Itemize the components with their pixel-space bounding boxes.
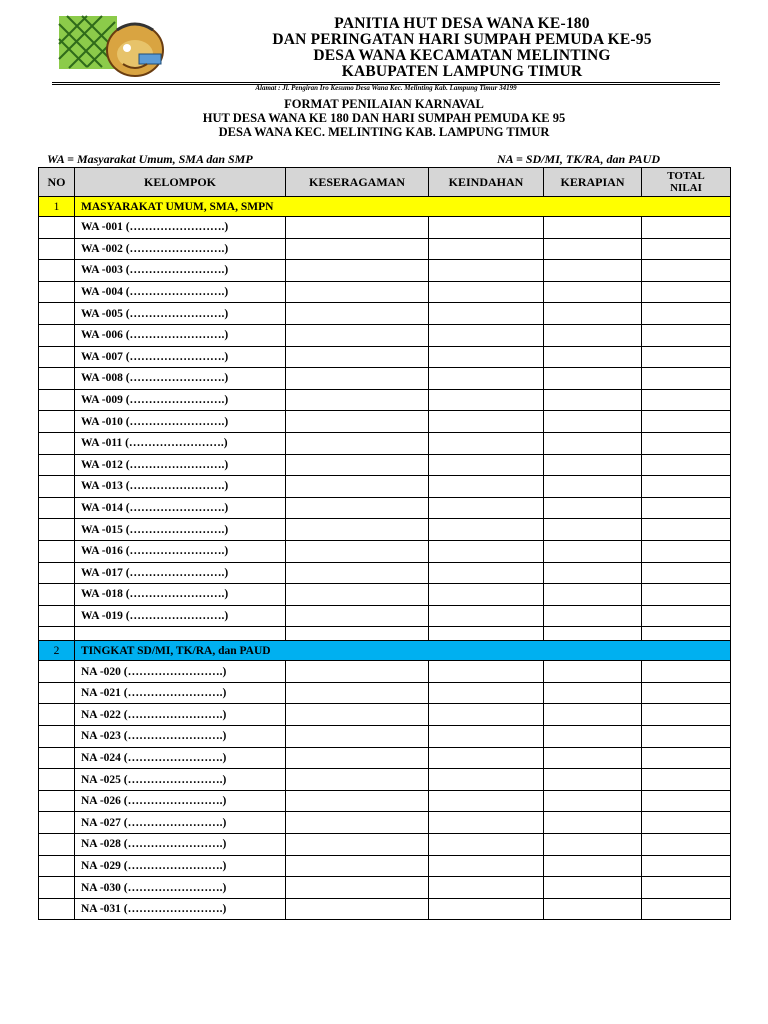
keindahan-score-cell[interactable] (429, 661, 544, 683)
no-cell (39, 562, 75, 584)
kerapian-score-cell[interactable] (544, 769, 642, 791)
group-cell: NA -022 (…………………….) (75, 704, 286, 726)
total-nilai-cell[interactable] (642, 281, 731, 303)
no-cell (39, 661, 75, 683)
table-row (39, 303, 731, 325)
keseragaman-score-cell[interactable] (286, 812, 429, 834)
kerapian-score-cell[interactable] (544, 324, 642, 346)
total-nilai-cell[interactable] (642, 726, 731, 748)
group-cell: NA -026 (…………………….) (75, 790, 286, 812)
header-kelompok: KELOMPOK (75, 168, 286, 197)
no-cell (39, 584, 75, 606)
kerapian-score-cell[interactable] (544, 260, 642, 282)
keseragaman-score-cell[interactable] (286, 584, 429, 606)
group-cell: WA -008 (…………………….) (75, 368, 286, 390)
no-cell (39, 704, 75, 726)
group-cell: WA -010 (…………………….) (75, 411, 286, 433)
keseragaman-score-cell[interactable] (286, 747, 429, 769)
kerapian-score-cell[interactable] (544, 454, 642, 476)
score-table (38, 167, 731, 920)
keindahan-score-cell[interactable] (429, 519, 544, 541)
total-nilai-cell[interactable] (642, 769, 731, 791)
kerapian-score-cell[interactable] (544, 877, 642, 899)
empty-cell (286, 627, 429, 641)
group-cell: NA -029 (…………………….) (75, 855, 286, 877)
no-cell (39, 682, 75, 704)
table-body (39, 197, 731, 920)
kerapian-score-cell[interactable] (544, 605, 642, 627)
group-cell: NA -020 (…………………….) (75, 661, 286, 683)
keindahan-score-cell[interactable] (429, 790, 544, 812)
keseragaman-score-cell[interactable] (286, 726, 429, 748)
keseragaman-score-cell[interactable] (286, 562, 429, 584)
kerapian-score-cell[interactable] (544, 898, 642, 920)
keindahan-score-cell[interactable] (429, 898, 544, 920)
keindahan-score-cell[interactable] (429, 476, 544, 498)
table-row (39, 562, 731, 584)
no-cell (39, 346, 75, 368)
legend-wa: WA = Masyarakat Umum, SMA dan SMP (47, 152, 253, 166)
table-row (39, 747, 731, 769)
keindahan-score-cell[interactable] (429, 584, 544, 606)
total-nilai-cell[interactable] (642, 855, 731, 877)
keindahan-score-cell[interactable] (429, 812, 544, 834)
table-row (39, 855, 731, 877)
kerapian-score-cell[interactable] (544, 682, 642, 704)
no-cell (39, 790, 75, 812)
total-nilai-cell[interactable] (642, 898, 731, 920)
keindahan-score-cell[interactable] (429, 411, 544, 433)
total-nilai-cell[interactable] (642, 217, 731, 239)
no-cell (39, 217, 75, 239)
group-cell: NA -024 (…………………….) (75, 747, 286, 769)
group-cell: NA -028 (…………………….) (75, 834, 286, 856)
group-cell: NA -023 (…………………….) (75, 726, 286, 748)
committee-logo (57, 14, 167, 82)
table-row (39, 877, 731, 899)
kerapian-score-cell[interactable] (544, 562, 642, 584)
keseragaman-score-cell[interactable] (286, 497, 429, 519)
table-row (39, 454, 731, 476)
keindahan-score-cell[interactable] (429, 432, 544, 454)
kerapian-score-cell[interactable] (544, 855, 642, 877)
format-title-line-3: DESA WANA KEC. MELINTING KAB. LAMPUNG TIMUR (218, 125, 550, 139)
table-row (39, 324, 731, 346)
total-nilai-cell[interactable] (642, 497, 731, 519)
kerapian-score-cell[interactable] (544, 519, 642, 541)
section-row-masyarakat-umum (39, 197, 731, 217)
keseragaman-score-cell[interactable] (286, 324, 429, 346)
total-nilai-cell[interactable] (642, 238, 731, 260)
empty-cell (642, 627, 731, 641)
table-row (39, 497, 731, 519)
table-row (39, 432, 731, 454)
no-cell (39, 834, 75, 856)
keindahan-score-cell[interactable] (429, 562, 544, 584)
no-cell (39, 454, 75, 476)
keseragaman-score-cell[interactable] (286, 898, 429, 920)
keindahan-score-cell[interactable] (429, 238, 544, 260)
table-row (39, 790, 731, 812)
keindahan-score-cell[interactable] (429, 260, 544, 282)
keseragaman-score-cell[interactable] (286, 260, 429, 282)
no-cell (39, 726, 75, 748)
group-cell: NA -021 (…………………….) (75, 682, 286, 704)
table-row (39, 584, 731, 606)
empty-row (39, 627, 731, 641)
no-cell (39, 540, 75, 562)
keseragaman-score-cell[interactable] (286, 682, 429, 704)
no-cell (39, 432, 75, 454)
total-nilai-cell[interactable] (642, 540, 731, 562)
keseragaman-score-cell[interactable] (286, 769, 429, 791)
keseragaman-score-cell[interactable] (286, 661, 429, 683)
total-nilai-cell[interactable] (642, 790, 731, 812)
table-row (39, 898, 731, 920)
total-nilai-cell[interactable] (642, 812, 731, 834)
total-nilai-cell[interactable] (642, 584, 731, 606)
keindahan-score-cell[interactable] (429, 217, 544, 239)
group-cell: WA -019 (…………………….) (75, 605, 286, 627)
header-kerapian: KERAPIAN (544, 168, 642, 197)
keseragaman-score-cell[interactable] (286, 540, 429, 562)
table-row (39, 704, 731, 726)
no-cell (39, 605, 75, 627)
keseragaman-score-cell[interactable] (286, 346, 429, 368)
total-nilai-cell[interactable] (642, 260, 731, 282)
keseragaman-score-cell[interactable] (286, 217, 429, 239)
total-nilai-cell[interactable] (642, 346, 731, 368)
no-cell (39, 303, 75, 325)
keseragaman-score-cell[interactable] (286, 704, 429, 726)
no-cell (39, 812, 75, 834)
group-cell: WA -007 (…………………….) (75, 346, 286, 368)
keindahan-score-cell[interactable] (429, 497, 544, 519)
table-row (39, 217, 731, 239)
empty-cell (39, 627, 75, 641)
kerapian-score-cell[interactable] (544, 389, 642, 411)
table-row (39, 476, 731, 498)
no-cell (39, 368, 75, 390)
table-row (39, 238, 731, 260)
group-cell: WA -002 (…………………….) (75, 238, 286, 260)
header-keseragaman: KESERAGAMAN (286, 168, 429, 197)
group-cell: WA -013 (…………………….) (75, 476, 286, 498)
total-nilai-cell[interactable] (642, 324, 731, 346)
total-nilai-cell[interactable] (642, 389, 731, 411)
header-keindahan: KEINDAHAN (429, 168, 544, 197)
group-cell: WA -003 (…………………….) (75, 260, 286, 282)
total-nilai-cell[interactable] (642, 661, 731, 683)
kerapian-score-cell[interactable] (544, 661, 642, 683)
keseragaman-score-cell[interactable] (286, 605, 429, 627)
no-cell (39, 877, 75, 899)
table-row (39, 661, 731, 683)
section-number: 2 (39, 641, 75, 661)
table-row (39, 519, 731, 541)
kerapian-score-cell[interactable] (544, 217, 642, 239)
keindahan-score-cell[interactable] (429, 454, 544, 476)
kerapian-score-cell[interactable] (544, 726, 642, 748)
kerapian-score-cell[interactable] (544, 812, 642, 834)
keindahan-score-cell[interactable] (429, 324, 544, 346)
table-header-row (39, 168, 731, 197)
no-cell (39, 260, 75, 282)
keseragaman-score-cell[interactable] (286, 432, 429, 454)
keseragaman-score-cell[interactable] (286, 281, 429, 303)
group-cell: WA -011 (…………………….) (75, 432, 286, 454)
letterhead-line-3: DESA WANA KECAMATAN MELINTING (313, 47, 611, 64)
total-nilai-cell[interactable] (642, 704, 731, 726)
keindahan-score-cell[interactable] (429, 389, 544, 411)
keindahan-score-cell[interactable] (429, 540, 544, 562)
letterhead-address: Alamat : Jl. Pengiran Iro Kesumo Desa Wana Kec. Melinting Kab. Lampung Timur 34199 (255, 84, 517, 92)
keseragaman-score-cell[interactable] (286, 855, 429, 877)
kerapian-score-cell[interactable] (544, 747, 642, 769)
total-nilai-cell[interactable] (642, 454, 731, 476)
section-row-sd-tk-paud (39, 641, 731, 661)
keindahan-score-cell[interactable] (429, 346, 544, 368)
keindahan-score-cell[interactable] (429, 855, 544, 877)
letterhead-line-2: DAN PERINGATAN HARI SUMPAH PEMUDA KE-95 (272, 31, 652, 48)
table-row (39, 812, 731, 834)
table-row (39, 834, 731, 856)
kerapian-score-cell[interactable] (544, 584, 642, 606)
no-cell (39, 855, 75, 877)
keseragaman-score-cell[interactable] (286, 519, 429, 541)
keindahan-score-cell[interactable] (429, 281, 544, 303)
no-cell (39, 747, 75, 769)
format-title-line-1: FORMAT PENILAIAN KARNAVAL (284, 97, 484, 111)
keindahan-score-cell[interactable] (429, 303, 544, 325)
no-cell (39, 324, 75, 346)
letterhead (52, 14, 720, 94)
group-cell: NA -027 (…………………….) (75, 812, 286, 834)
table-row (39, 346, 731, 368)
keindahan-score-cell[interactable] (429, 368, 544, 390)
kerapian-score-cell[interactable] (544, 281, 642, 303)
table-row (39, 605, 731, 627)
total-nilai-cell[interactable] (642, 834, 731, 856)
kerapian-score-cell[interactable] (544, 411, 642, 433)
keseragaman-score-cell[interactable] (286, 834, 429, 856)
kerapian-score-cell[interactable] (544, 704, 642, 726)
letterhead-line-4: KABUPATEN LAMPUNG TIMUR (341, 63, 583, 80)
total-nilai-cell[interactable] (642, 368, 731, 390)
table-row (39, 769, 731, 791)
table-row (39, 682, 731, 704)
keindahan-score-cell[interactable] (429, 747, 544, 769)
no-cell (39, 519, 75, 541)
group-cell: NA -031 (…………………….) (75, 898, 286, 920)
table-row (39, 368, 731, 390)
table-row (39, 389, 731, 411)
total-nilai-cell[interactable] (642, 682, 731, 704)
keindahan-score-cell[interactable] (429, 769, 544, 791)
group-cell: NA -025 (…………………….) (75, 769, 286, 791)
legend-na: NA = SD/MI, TK/RA, dan PAUD (497, 152, 660, 166)
total-nilai-cell[interactable] (642, 432, 731, 454)
table-row (39, 260, 731, 282)
header-nilai: NILAI (670, 182, 702, 194)
format-title-line-2: HUT DESA WANA KE 180 DAN HARI SUMPAH PEMUDA KE 95 (202, 111, 566, 125)
group-cell: WA -005 (…………………….) (75, 303, 286, 325)
total-nilai-cell[interactable] (642, 303, 731, 325)
no-cell (39, 898, 75, 920)
group-cell: WA -014 (…………………….) (75, 497, 286, 519)
section-label: MASYARAKAT UMUM, SMA, SMPN (75, 197, 731, 217)
no-cell (39, 497, 75, 519)
group-cell: WA -001 (…………………….) (75, 217, 286, 239)
no-cell (39, 769, 75, 791)
keindahan-score-cell[interactable] (429, 726, 544, 748)
keindahan-score-cell[interactable] (429, 834, 544, 856)
no-cell (39, 476, 75, 498)
total-nilai-cell[interactable] (642, 747, 731, 769)
no-cell (39, 238, 75, 260)
empty-cell (544, 627, 642, 641)
no-cell (39, 411, 75, 433)
kerapian-score-cell[interactable] (544, 540, 642, 562)
header-total-nilai (642, 168, 731, 197)
empty-cell (429, 627, 544, 641)
kerapian-score-cell[interactable] (544, 368, 642, 390)
total-nilai-cell[interactable] (642, 476, 731, 498)
keseragaman-score-cell[interactable] (286, 303, 429, 325)
group-cell: WA -015 (…………………….) (75, 519, 286, 541)
no-cell (39, 389, 75, 411)
header-total: TOTAL (667, 170, 705, 182)
group-cell: NA -030 (…………………….) (75, 877, 286, 899)
total-nilai-cell[interactable] (642, 605, 731, 627)
table-row (39, 726, 731, 748)
kerapian-score-cell[interactable] (544, 476, 642, 498)
total-nilai-cell[interactable] (642, 562, 731, 584)
kerapian-score-cell[interactable] (544, 432, 642, 454)
group-cell: WA -017 (…………………….) (75, 562, 286, 584)
group-cell: WA -004 (…………………….) (75, 281, 286, 303)
kerapian-score-cell[interactable] (544, 238, 642, 260)
keseragaman-score-cell[interactable] (286, 454, 429, 476)
keseragaman-score-cell[interactable] (286, 790, 429, 812)
kerapian-score-cell[interactable] (544, 346, 642, 368)
kerapian-score-cell[interactable] (544, 834, 642, 856)
letterhead-line-1: PANITIA HUT DESA WANA KE-180 (334, 15, 590, 32)
keseragaman-score-cell[interactable] (286, 238, 429, 260)
keindahan-score-cell[interactable] (429, 704, 544, 726)
keseragaman-score-cell[interactable] (286, 877, 429, 899)
group-cell: WA -018 (…………………….) (75, 584, 286, 606)
no-cell (39, 281, 75, 303)
group-cell: WA -012 (…………………….) (75, 454, 286, 476)
keseragaman-score-cell[interactable] (286, 368, 429, 390)
group-cell: WA -006 (…………………….) (75, 324, 286, 346)
keseragaman-score-cell[interactable] (286, 476, 429, 498)
header-no: NO (39, 168, 75, 197)
group-cell: WA -016 (…………………….) (75, 540, 286, 562)
group-cell: WA -009 (…………………….) (75, 389, 286, 411)
keindahan-score-cell[interactable] (429, 605, 544, 627)
table-row (39, 540, 731, 562)
table-row (39, 411, 731, 433)
empty-cell (75, 627, 286, 641)
keindahan-score-cell[interactable] (429, 682, 544, 704)
keindahan-score-cell[interactable] (429, 877, 544, 899)
kerapian-score-cell[interactable] (544, 790, 642, 812)
keseragaman-score-cell[interactable] (286, 389, 429, 411)
total-nilai-cell[interactable] (642, 877, 731, 899)
kerapian-score-cell[interactable] (544, 303, 642, 325)
table-row (39, 281, 731, 303)
total-nilai-cell[interactable] (642, 411, 731, 433)
total-nilai-cell[interactable] (642, 519, 731, 541)
kerapian-score-cell[interactable] (544, 497, 642, 519)
section-label: TINGKAT SD/MI, TK/RA, dan PAUD (75, 641, 731, 661)
keseragaman-score-cell[interactable] (286, 411, 429, 433)
section-number: 1 (39, 197, 75, 217)
